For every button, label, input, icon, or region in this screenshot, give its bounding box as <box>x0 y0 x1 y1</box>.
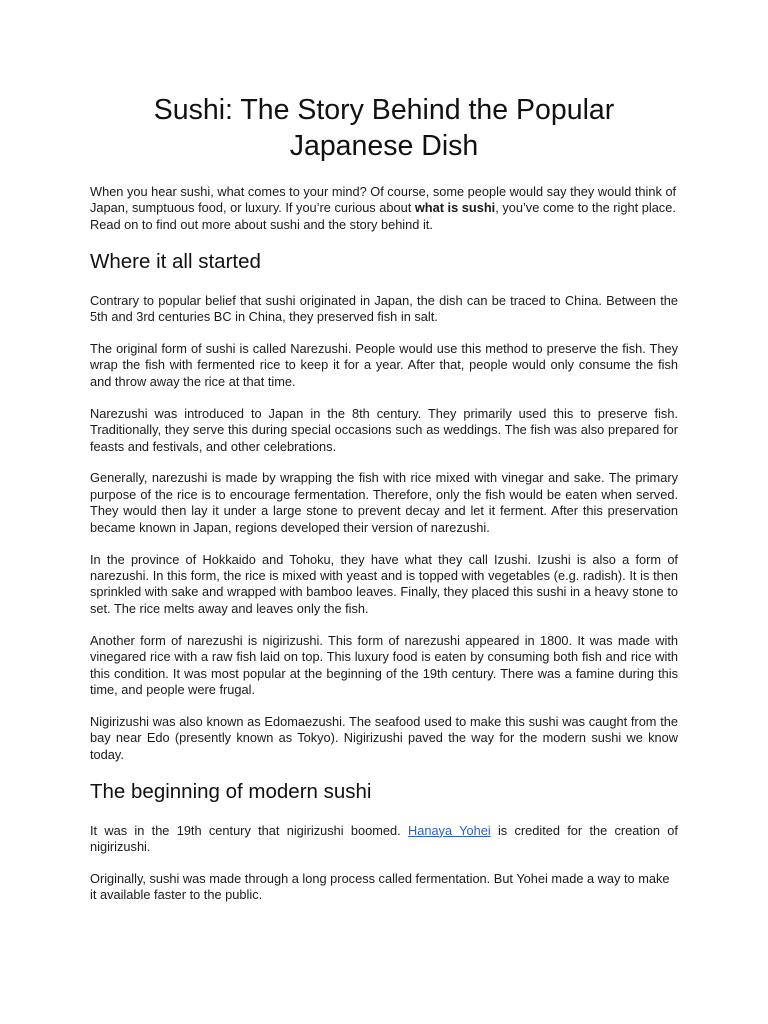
paragraph-text-end: is credited for the creation of nigirizushi. <box>90 822 678 854</box>
paragraph-nigirizushi: Another form of narezushi is nigirizushi. This form of narezushi appeared in 1800. It was made with vinegared rice with a raw fish laid on top. This luxury food is eaten by consuming both fish and rice with this condition. It was most popular at the beginning of the 19th century. There was a famine during this time, and people were frugal. <box>90 632 678 697</box>
paragraph-narezushi-method: Generally, narezushi is made by wrapping the fish with rice mixed with vinegar and sake. The primary purpose of the rice is to encourage fermentation. Therefore, only the fish would be eaten when served. They would then lay it under a large stone to prevent decay and let it ferment. After this preservation became known in Japan, regions developed their version of narezushi. <box>90 470 678 535</box>
paragraph-narezushi-japan: Narezushi was introduced to Japan in the 8th century. They primarily used this to preserve fish. Traditionally, they serve this during special occasions such as weddings. The fish was also prepared for feasts and festivals, and other celebrations. <box>90 405 678 454</box>
intro-text-end: , you’ve come to the right place. Read on to find out more about sushi and the story behind it. <box>90 200 676 232</box>
paragraph-izushi: In the province of Hokkaido and Tohoku, they have what they call Izushi. Izushi is also a form of narezushi. In this form, the rice is mixed with yeast and is topped with vegetables (e.g. radish). It is then sprinkled with sake and wrapped with bamboo leaves. Finally, they placed this sushi in a heavy stone to set. The rice melts away and leaves only the fish. <box>90 551 678 616</box>
section-heading-modern-sushi: The beginning of modern sushi <box>90 779 372 803</box>
paragraph-origin-china: Contrary to popular belief that sushi originated in Japan, the dish can be traced to China. Between the 5th and 3rd centuries BC in China, they preserved fish in salt. <box>90 292 678 325</box>
section-heading-where-it-started: Where it all started <box>90 249 261 273</box>
paragraph-text-start: It was in the 19th century that nigirizushi boomed. <box>90 822 408 838</box>
intro-paragraph <box>90 184 678 233</box>
paragraph-edomaezushi: Nigirizushi was also known as Edomaezushi. The seafood used to make this sushi was caught from the bay near Edo (presently known as Tokyo). Nigirizushi paved the way for the modern sushi we know today. <box>90 713 678 762</box>
intro-bold-text: what is sushi <box>414 200 496 216</box>
document-page <box>90 92 678 919</box>
page-title-line-1: Sushi: The Story Behind the Popular <box>153 94 615 126</box>
page-title-line-2: Japanese Dish <box>289 130 479 162</box>
paragraph-narezushi-origin: The original form of sushi is called Narezushi. People would use this method to preserve the fish. They wrap the fish with fermented rice to keep it for a year. After that, people would only consume the fish and throw away the rice at that time. <box>90 341 678 389</box>
page-title <box>90 92 678 164</box>
paragraph-hanaya-yohei <box>90 823 678 856</box>
hanaya-yohei-link[interactable]: Hanaya Yohei <box>407 822 491 838</box>
paragraph-fermentation: Originally, sushi was made through a long process called fermentation. But Yohei made a way to make it available faster to the public. <box>90 870 670 903</box>
intro-text-start: When you hear sushi, what comes to your mind? Of course, some people would say they would think of Japan, sumptuous food, or luxury. If you’re curious about <box>90 184 677 216</box>
